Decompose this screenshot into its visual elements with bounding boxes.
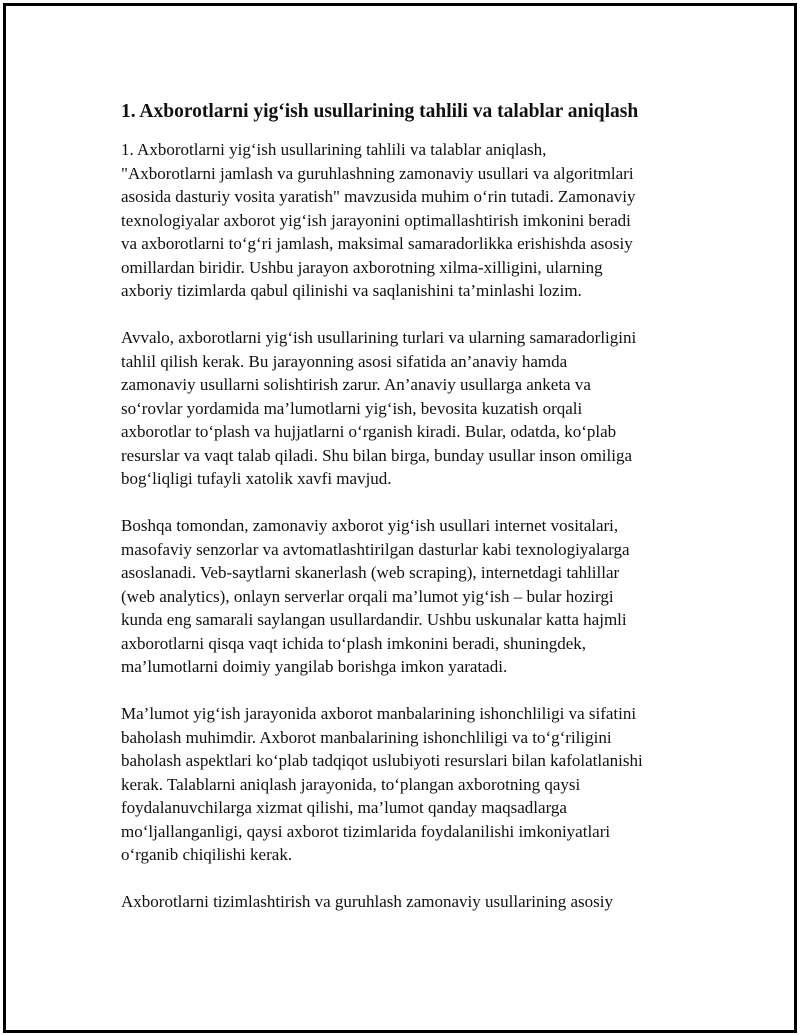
paragraph-3 [121, 514, 691, 679]
page-frame [3, 3, 797, 1033]
text-line: axborotlarni qisqa vaqt ichida to‘plash imkonini beradi, shuningdek, [121, 633, 587, 653]
text-line: baholash aspektlari ko‘plab tadqiqot uslubiyoti resurslari bilan kafolatlanishi [121, 751, 643, 770]
paragraph-2 [121, 326, 691, 491]
document-body [121, 99, 691, 937]
text-line: axborotlar to‘plash va hujjatlarni o‘rganish kiradi. Bular, odatda, ko‘plab [121, 422, 617, 441]
text-line: texnologiyalar axborot yig‘ish jarayonini optimallashtirish imkonini beradi [121, 210, 631, 230]
text-line: Axborotlarni tizimlashtirish va guruhlash zamonaviy usullarining asosiy [121, 892, 613, 911]
text-line: ma’lumotlarni doimiy yangilab borishga imkon yaratadi. [121, 657, 508, 676]
document-title: 1. Axborotlarni yig‘ish usullarining tahlili va talablar aniqlash [121, 101, 639, 122]
text-line: Boshqa tomondan, zamonaviy axborot yig‘ish usullari internet vositalari, [121, 516, 619, 535]
text-line: 1. Axborotlarni yig‘ish usullarining tahlili va talablar aniqlash, [121, 140, 547, 159]
text-line: o‘rganib chiqilishi kerak. [121, 845, 293, 864]
text-line: so‘rovlar yordamida ma’lumotlarni yig‘ish, bevosita kuzatish orqali [121, 398, 583, 418]
text-line: (web analytics), onlayn serverlar orqali ma’lumot yig‘ish – bular hozirgi [121, 586, 614, 606]
text-line: Ma’lumot yig‘ish jarayonida axborot manbalarining ishonchliligi va sifatini [121, 704, 637, 723]
text-line: va axborotlarni to‘g‘ri jamlash, maksimal samaradorlikka erishishda asosiy [121, 234, 633, 253]
text-line: asoslanadi. Veb-saytlarni skanerlash (web scraping), internetdagi tahlillar [121, 563, 620, 582]
text-line: Avvalo, axborotlarni yig‘ish usullarining turlari va ularning samaradorligini [121, 328, 637, 347]
paragraph-1 [121, 138, 691, 303]
text-line: baholash muhimdir. Axborot manbalarining ishonchliligi va to‘g‘riligini [121, 727, 612, 747]
paragraph-4 [121, 702, 691, 867]
text-line: bog‘liqligi tufayli xatolik xavfi mavjud. [121, 469, 392, 488]
text-line: zamonaviy usullarni solishtirish zarur. An’anaviy usullarga anketa va [121, 375, 591, 394]
text-line: axboriy tizimlarda qabul qilinishi va saqlanishini ta’minlashi lozim. [121, 281, 582, 300]
text-line: mo‘ljallanganligi, qaysi axborot tizimlarida foydalanilishi imkoniyatlari [121, 821, 611, 841]
text-line: kerak. Talablarni aniqlash jarayonida, to‘plangan axborotning qaysi [121, 774, 581, 794]
paragraph-5 [121, 890, 691, 914]
text-line: omillardan biridir. Ushbu jarayon axborotning xilma-xilligini, ularning [121, 257, 603, 277]
text-line: masofaviy senzorlar va avtomatlashtirilgan dasturlar kabi texnologiyalarga [121, 539, 630, 559]
text-line: kunda eng samarali saylangan usullardandir. Ushbu uskunalar katta hajmli [121, 610, 627, 629]
text-line: asosida dasturiy vosita yaratish" mavzusida muhim o‘rin tutadi. Zamonaviy [121, 187, 636, 206]
text-line: resurslar va vaqt talab qiladi. Shu bilan birga, bunday usullar inson omiliga [121, 445, 633, 465]
text-line: tahlil qilish kerak. Bu jarayonning asosi sifatida an’anaviy hamda [121, 351, 568, 371]
text-line: foydalanuvchilarga xizmat qilishi, ma’lumot qanday maqsadlarga [121, 798, 567, 817]
text-line: "Axborotlarni jamlash va guruhlashning zamonaviy usullari va algoritmlari [121, 163, 634, 183]
